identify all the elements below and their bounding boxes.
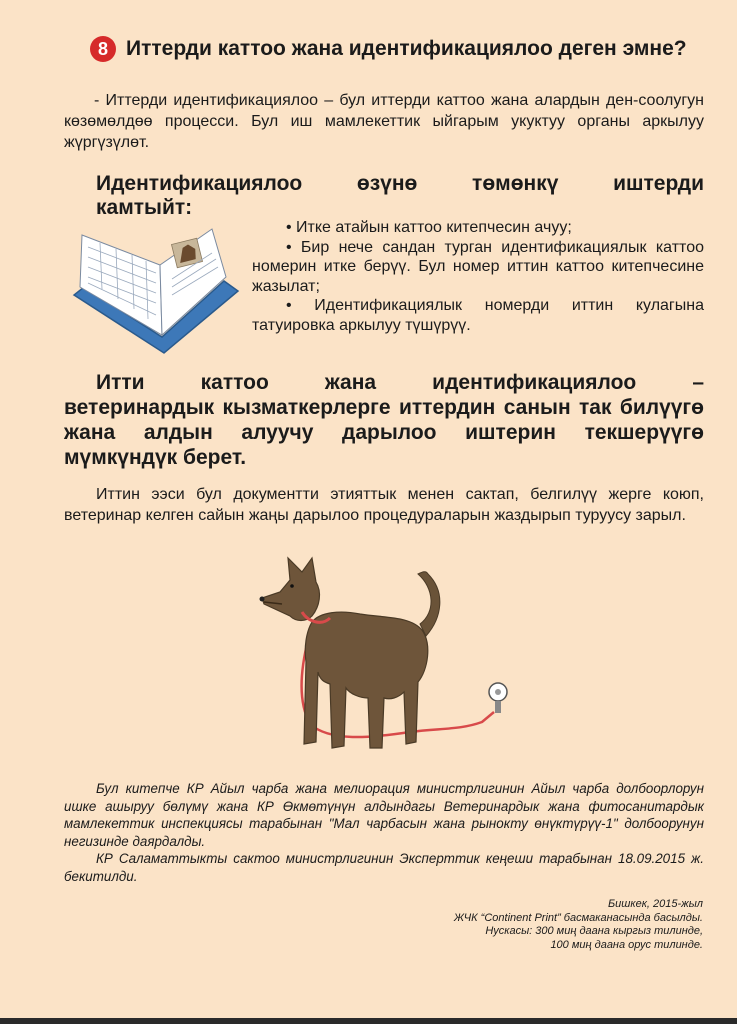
imprint-city-year: Бишкек, 2015-жыл <box>607 898 703 910</box>
bullet-item: • Идентификациялык номерди иттин кулагына татуировка аркылуу түшүрүү. <box>252 297 704 334</box>
publication-note-p2: КР Саламаттыкты сактоо министрлигинин Эксперттик кеңеши тарабынан 18.09.2015 ж. бекитилди. <box>64 851 704 884</box>
key-statement <box>64 370 704 470</box>
key-statement-rest: ветеринардык кызматкерлерге иттердин санын так билүүгө жана алдын алуучу дарылоо иштерин текшерүүгө мүмкүндүк берет. <box>64 396 704 469</box>
bottom-edge-bar <box>0 1018 737 1024</box>
publication-note-p1: Бул китепче КР Айыл чарба жана мелиорация министрлигинин Айыл чарба долбоорлорун ишке ашыруу бөлүмү жана КР Өкмөтүнүн алдындагы Ветеринардык жана фитосанитардык мамлекеттик инспекциясы тарабынан "Мал чарбасын жана рынокту өнүктүрүү-1" долбоорунун негизинде даярдалды. <box>64 781 704 849</box>
question-title-text: Иттерди каттоо жана идентификациялоо деген эмне? <box>126 37 687 60</box>
dog-illustration-icon <box>250 552 520 762</box>
identification-bullet-list <box>252 218 704 335</box>
open-book-icon <box>66 225 246 355</box>
question-answer: - Иттерди идентификациялоо – бул иттерди каттоо жана алардын ден-соолугун көзөмөлдөө процесси. Бул иш мамлекеттик ыйгарым укуктуу органы аркылуу жүргүзүлөт. <box>64 92 704 151</box>
key-statement-line1: Итти каттоо жана идентификациялоо – <box>96 371 704 394</box>
identification-heading-line1: Идентификациялоо өзүнө төмөнкү иштерди <box>96 172 704 195</box>
question-number-badge: 8 <box>90 36 116 62</box>
publication-note <box>64 780 704 885</box>
owner-paragraph: Иттин ээси бул документти этияттык менен сактап, белгилүү жерге коюп, ветеринар келген сайын жаңы дарылоо процедураларын жаздырып туруусу зарыл. <box>64 486 704 524</box>
imprint-copies-ru: 100 миң даана орус тилинде. <box>550 938 703 951</box>
bullet-item: • Итке атайын каттоо китепчесин ачуу; <box>286 219 572 236</box>
identification-heading-line2: камтыйт: <box>96 196 193 219</box>
imprint-copies-kg: Нускасы: 300 миң даана кыргыз тилинде, <box>485 925 703 937</box>
bullet-item: • Бир нече сандан турган идентификациялык каттоо номерин итке берүү. Бул номер иттин каттоо китепчесине жазылат; <box>252 238 704 295</box>
imprint-block <box>383 898 703 952</box>
question-title <box>60 36 705 62</box>
imprint-printer: ЖЧК “Continent Print” басмаканасында басылды. <box>453 911 703 924</box>
